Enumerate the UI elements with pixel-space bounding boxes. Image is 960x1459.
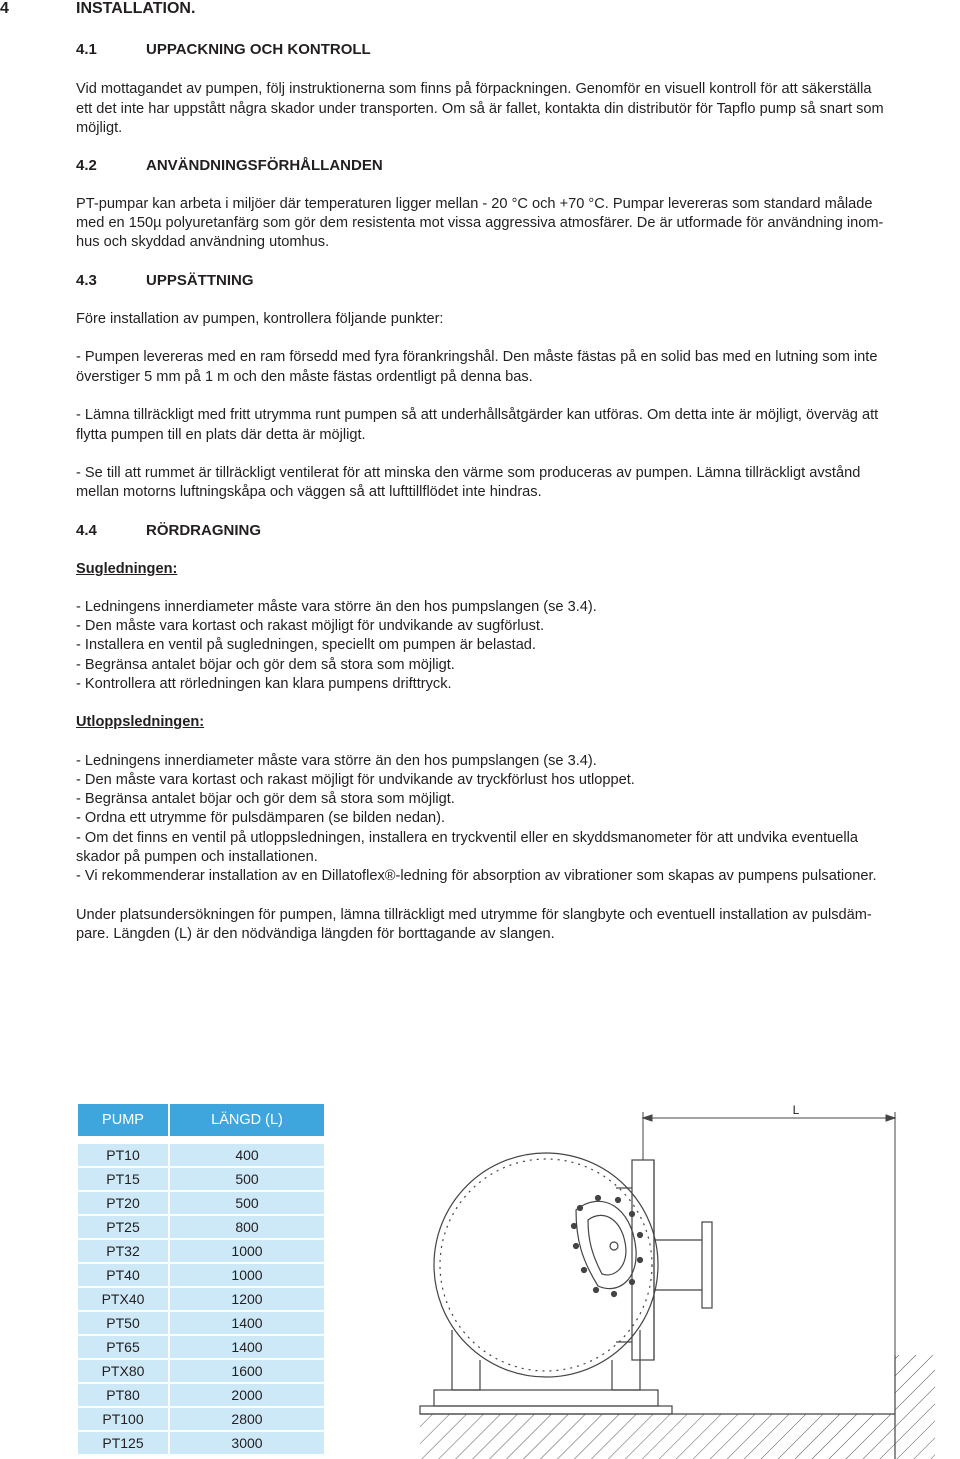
table-row [78,1383,324,1407]
pump-cell: PT50 [78,1311,169,1335]
subsection-number: 4.4 [76,522,97,539]
paragraph-line: Före installation av pumpen, kontrollera följande punkter: [76,311,444,327]
header-length: LÄNGD (L) [169,1104,324,1137]
subsection-number: 4.2 [76,157,97,174]
table-row [78,1167,324,1191]
pump-cell: PT40 [78,1263,169,1287]
paragraph-line: ett det inte har uppstått några skador under transporten. Om så är fallet, kontakta din distributör för Tapflo pump så snart som [76,101,884,117]
paragraph-line: med en 150µ polyuretanfärg som gör dem resistenta mot vissa aggressiva atmosfärer. De är utformade för användning inom- [76,215,884,231]
subsection-4-2-heading [76,157,576,175]
length-cell: 2800 [169,1407,324,1431]
length-cell: 500 [169,1191,324,1215]
pump-cell: PT32 [78,1239,169,1263]
subsection-4-4-heading [76,522,576,540]
subsection-number: 4.1 [76,41,97,58]
outlet-line-heading: Utloppsledningen: [76,714,205,730]
length-cell: 2000 [169,1383,324,1407]
suction-line-heading: Sugledningen: [76,561,178,577]
list-item: - Ledningens innerdiameter måste vara större än den hos pumpslangen (se 3.4). [76,599,597,615]
paragraph-line: flytta pumpen till en plats där detta är möjligt. [76,427,366,443]
paragraph-line: Vid mottagandet av pumpen, följ instruktionerna som finns på förpackningen. Genomför en visuell kontroll för att säkerställa [76,81,872,97]
list-item: - Om det finns en ventil på utloppsledningen, installera en tryckventil eller en skyddsmanometer för att undvika eventuella [76,830,858,846]
paragraph-line: mellan motorns luftningskåpa och väggen så att lufttillflödet inte hindras. [76,484,542,500]
list-item: - Installera en ventil på sugledningen, speciellt om pumpen är belastad. [76,637,536,653]
length-cell: 1400 [169,1311,324,1335]
subsection-number: 4.3 [76,272,97,289]
table-row [78,1263,324,1287]
subsection-title: UPPSÄTTNING [146,272,254,289]
subsection-4-1-heading [76,41,576,59]
paragraph-line: möjligt. [76,120,123,136]
paragraph-line: Under platsundersökningen för pumpen, lämna tillräckligt med utrymme för slangbyte och eventuell installation av pulsdäm- [76,907,872,923]
wall-and-floor-icon [420,1355,935,1459]
table-row [78,1407,324,1431]
list-item: - Begränsa antalet böjar och gör dem så stora som möjligt. [76,657,455,673]
subsection-title: RÖRDRAGNING [146,522,261,539]
subsection-4-3-heading [76,272,576,290]
pump-cell: PT25 [78,1215,169,1239]
pump-length-table [78,1104,324,1456]
length-cell: 1000 [169,1263,324,1287]
pump-cell: PT125 [78,1431,169,1455]
table-row [78,1311,324,1335]
paragraph-line: PT-pumpar kan arbeta i miljöer där temperaturen ligger mellan - 20 °C och +70 °C. Pumpar levereras som standard målade [76,196,873,212]
pump-installation-drawing [400,1090,960,1459]
table-header-row [78,1104,324,1137]
table-row [78,1239,324,1263]
table-row [78,1215,324,1239]
pump-cell: PT65 [78,1335,169,1359]
section-title: INSTALLATION. [76,0,196,17]
table-row [78,1143,324,1167]
length-cell: 3000 [169,1431,324,1455]
list-item: - Ordna ett utrymme för pulsdämparen (se bilden nedan). [76,810,446,826]
length-cell: 400 [169,1143,324,1167]
section-heading [0,0,400,20]
subsection-title: UPPACKNING OCH KONTROLL [146,41,371,58]
paragraph-line: överstiger 5 mm på 1 m och den måste fästas ordentligt på denna bas. [76,369,533,385]
pump-cell: PT10 [78,1143,169,1167]
length-label: L [792,1103,800,1117]
length-cell: 1200 [169,1287,324,1311]
flange-port-icon [616,1160,712,1360]
table-row [78,1335,324,1359]
pump-cell: PTX80 [78,1359,169,1383]
section-number: 4 [0,0,9,17]
list-item: - Ledningens innerdiameter måste vara större än den hos pumpslangen (se 3.4). [76,753,597,769]
length-cell: 1600 [169,1359,324,1383]
list-item: - Begränsa antalet böjar och gör dem så stora som möjligt. [76,791,455,807]
pump-cell: PT15 [78,1167,169,1191]
list-item: - Vi rekommenderar installation av en Dillatoflex®-ledning för absorption av vibrationer som skapas av pumpens pulsationer. [76,868,877,884]
dimension-line [643,1112,895,1355]
table-row [78,1191,324,1215]
pump-cell: PT100 [78,1407,169,1431]
paragraph-line: hus och skyddad användning utomhus. [76,234,330,250]
length-cell: 800 [169,1215,324,1239]
subsection-title: ANVÄNDNINGSFÖRHÅLLANDEN [146,157,383,174]
paragraph-line: - Lämna tillräckligt med fritt utrymma runt pumpen så att underhållsåtgärder kan utföras. Om detta inte är möjligt, överväg att [76,407,879,423]
pump-cell: PT80 [78,1383,169,1407]
list-item: - Kontrollera att rörledningen kan klara pumpens drifttryck. [76,676,452,692]
paragraph-line: - Pumpen levereras med en ram försedd med fyra förankringshål. Den måste fästas på en solid bas med en lutning som inte [76,349,878,365]
table-row [78,1431,324,1455]
length-cell: 500 [169,1167,324,1191]
length-cell: 1000 [169,1239,324,1263]
length-cell: 1400 [169,1335,324,1359]
pump-cell: PT20 [78,1191,169,1215]
paragraph-line: pare. Längden (L) är den nödvändiga längden för borttagande av slangen. [76,926,555,942]
paragraph-line: - Se till att rummet är tillräckligt ventilerat för att minska den värme som produceras av pumpen. Lämna tillräckligt avstånd [76,465,861,481]
list-item: - Den måste vara kortast och rakast möjligt för undvikande av sugförlust. [76,618,545,634]
table-row [78,1359,324,1383]
table-row [78,1287,324,1311]
header-pump: PUMP [78,1104,169,1137]
list-item: skador på pumpen och installationen. [76,849,318,865]
list-item: - Den måste vara kortast och rakast möjligt för undvikande av tryckförlust hos utloppet. [76,772,635,788]
pump-cell: PTX40 [78,1287,169,1311]
